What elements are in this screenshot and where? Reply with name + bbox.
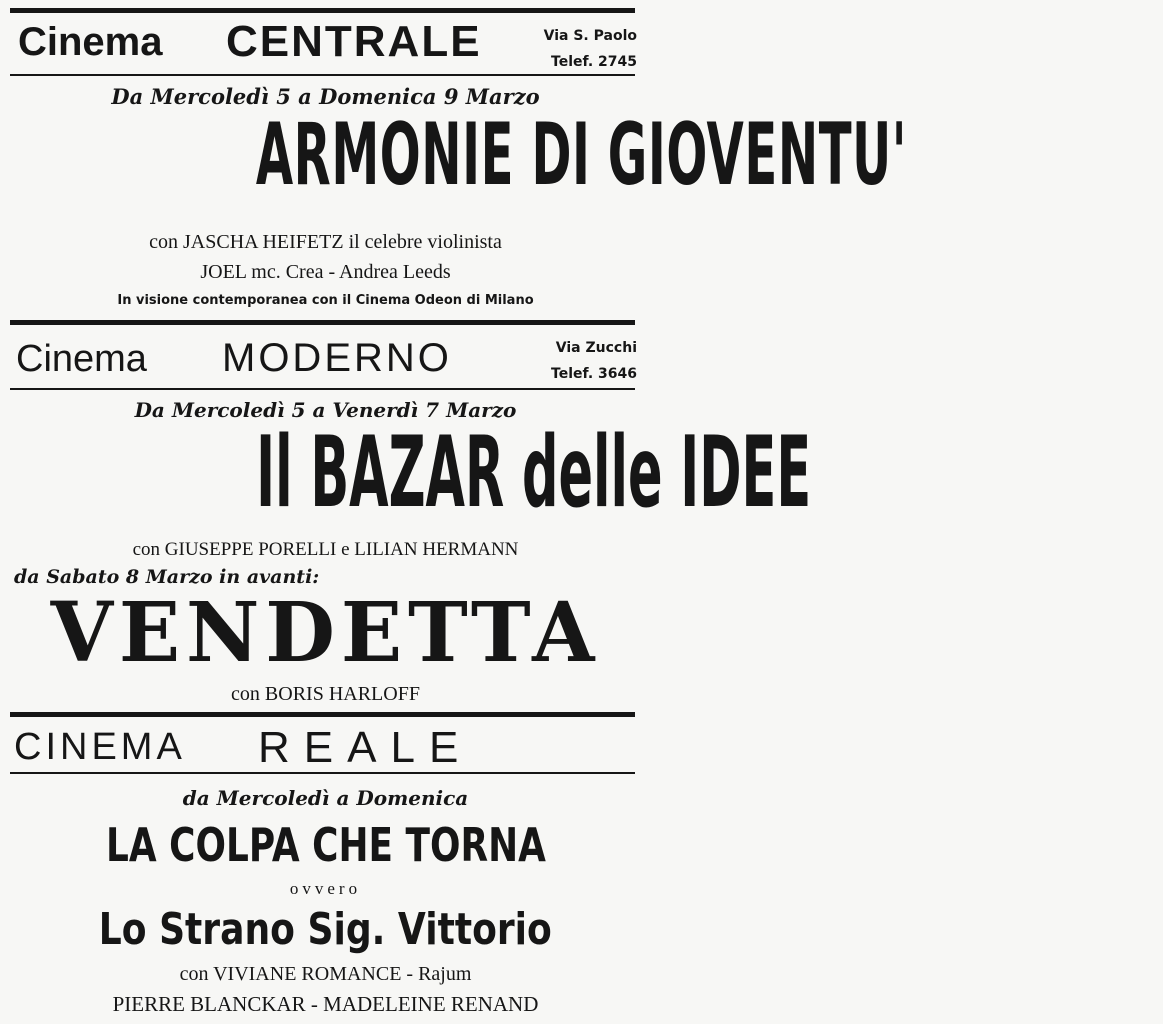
moderno-phone: Telef. 3646 xyxy=(551,366,637,382)
reale-title2-wrap xyxy=(0,904,651,955)
top-rule xyxy=(10,8,635,13)
centrale-title-wrap xyxy=(0,105,908,205)
moderno-bottom-rule xyxy=(10,712,635,717)
reale-header-rule xyxy=(10,772,635,774)
moderno-address: Via Zucchi xyxy=(555,340,637,356)
reale-cast-line2: PIERRE BLANCKAR - MADELEINE RENAND xyxy=(112,992,539,1016)
moderno-dates2: da Sabato 8 Marzo in avanti: xyxy=(14,566,320,588)
reale-title-wrap xyxy=(0,818,651,872)
centrale-bottom-rule xyxy=(10,320,635,325)
moderno-cinema-word: Cinema xyxy=(16,338,147,380)
moderno-cast: con GIUSEPPE PORELLI e LILIAN HERMANN xyxy=(132,539,519,560)
centrale-cast-line1: con JASCHA HEIFETZ il celebre violinista xyxy=(149,231,502,253)
centrale-header-rule xyxy=(10,74,635,76)
centrale-cinema-name: CENTRALE xyxy=(226,17,482,66)
moderno-title2: VENDETTA xyxy=(50,585,601,681)
moderno-dates: Da Mercoledì 5 a Venerdì 7 Marzo xyxy=(134,398,517,422)
reale-title2: Lo Strano Sig. Vittorio xyxy=(98,904,553,955)
moderno-title: Il BAZAR delle IDEE xyxy=(256,416,812,530)
centrale-cast-line2: JOEL mc. Crea - Andrea Leeds xyxy=(200,261,451,283)
centrale-title: ARMONIE DI GIOVENTU' xyxy=(255,105,908,205)
centrale-address: Via S. Paolo xyxy=(543,28,637,44)
centrale-cinema-word: Cinema xyxy=(18,20,163,64)
reale-ovvero: ovvero xyxy=(289,879,362,898)
reale-dates: da Mercoledì a Domenica xyxy=(182,786,469,810)
centrale-dates: Da Mercoledì 5 a Domenica 9 Marzo xyxy=(111,84,540,109)
reale-cinema-name: REALE xyxy=(258,723,473,772)
reale-title: LA COLPA CHE TORNA xyxy=(105,818,546,872)
reale-cinema-word: CINEMA xyxy=(14,726,186,768)
centrale-note: In visione contemporanea con il Cinema Odeon di Milano xyxy=(117,293,534,308)
centrale-phone: Telef. 2745 xyxy=(551,54,637,70)
moderno-cast2: con BORIS HARLOFF xyxy=(231,683,420,705)
moderno-header-rule xyxy=(10,388,635,390)
moderno-title-wrap xyxy=(0,416,812,530)
reale-cast-line1: con VIVIANE ROMANCE - Rajum xyxy=(179,963,472,985)
moderno-cinema-name: MODERNO xyxy=(222,336,452,380)
moderno-title2-wrap xyxy=(0,585,651,681)
